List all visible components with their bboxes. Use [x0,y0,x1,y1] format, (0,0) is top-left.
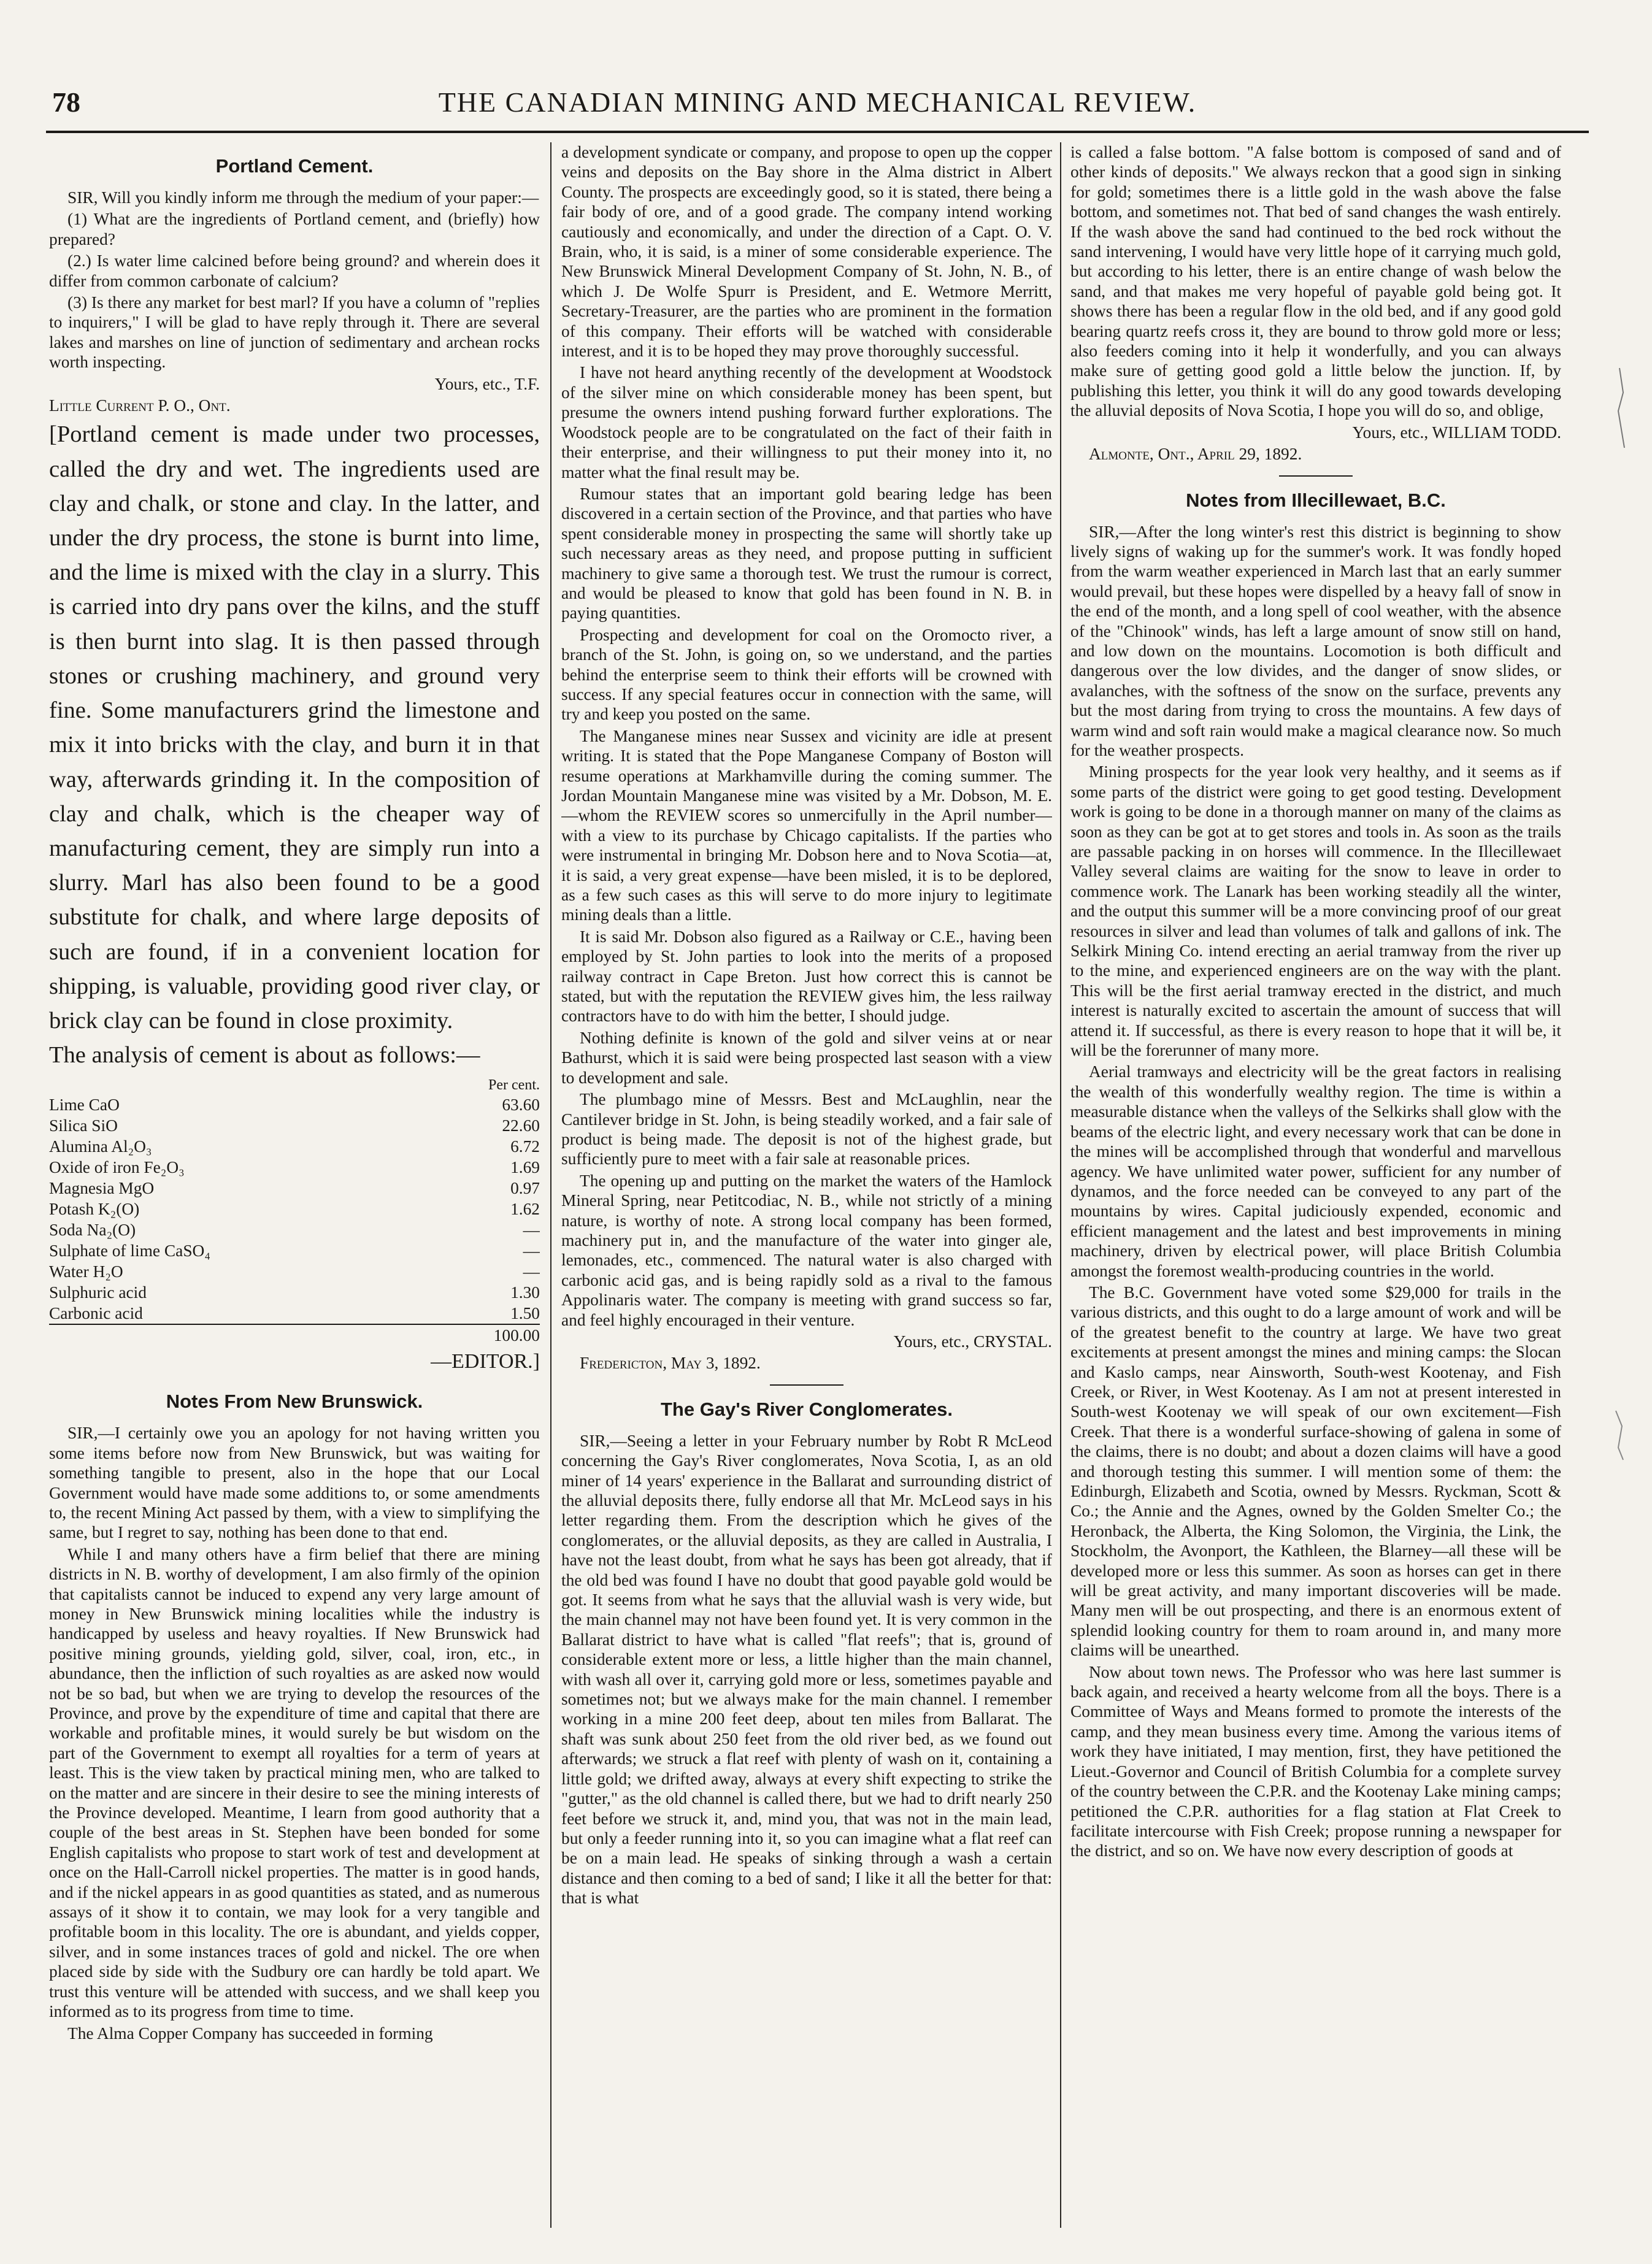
analysis-component: Sulphate of lime CaSO₄ [49,1241,210,1261]
section-separator [1279,475,1353,477]
letter-signature: Yours, etc., CRYSTAL. [893,1332,1052,1351]
article-paragraph: is called a false bottom. "A false bottom is composed of sand and of other kinds of deposits." We always reckon that a good sign in sinking for gold; sometimes there is a little gold in the wash above the false bottom, and sometimes not. That bed of sand changes the wash entirely. If the wash above the sand had continued to the bed rock without the sand intervening, I would have very little hope of it carrying much gold, but according to his letter, there is an entire change of wash below the sand, and that makes me very hopeful of payable gold being got. It shows there has been a regular flow in the old bed, and if any good gold bearing quartz reefs cross it, they are bound to throw gold more or less; also feeders coming into it help it wonderfully, and you can always make sure of getting good gold a little below the junction. If, by publishing this letter, you think it will do any good towards developing the alluvial deposits of Nova Scotia, I hope you will do so, and oblige, [1070,143,1561,420]
letter-place: Little Current P. O., Ont. [49,396,231,415]
article-paragraph: The B.C. Government have voted some $29,000 for trails in the various districts, and this ought to do a large amount of work and will be of the greatest benefit to the country at large. We have two great excitements at present amongst the mines and mining camps: the Slocan and Kaslo camps, near Ainsworth, South-west Kootenay, and Fish Creek, or River, in West Kootenay. As I am not at present interested in South-west Kootenay we will speak of our own excitement—Fish Creek. That there is a wonderful surface-showing of galena in some of the claims, there is no doubt; and about a dozen claims will have a good and thorough testing this summer. I will mention some of them: the Edinburgh, Elizabeth and Scotia, owned by Messrs. Ryckman, Scott & Co.; the Annie and the Agnes, owned by the Golden Smelter Co.; the Heronback, the Alberta, the King Solomon, the Virginia, the Link, the Stockholm, the Avonport, the Kathleen, the Blarney—all these will be developed more or less this summer. As soon as horses can get in there will be great activity, and many important discoveries will be made. Many men will be out prospecting, and there is an enormous extent of splendid looking country for them to roam around in, and many more claims will be unearthed. [1070,1283,1561,1660]
article-paragraph: It is said Mr. Dobson also figured as a Railway or C.E., having been employed by St. John parties to look into the merits of a proposed railway contract in Cape Breton. Just how correct this is cannot be stated, but with the reputation the REVIEW gives him, the less railway contractors have to do with him the better, I should judge. [561,927,1052,1026]
analysis-row [49,1282,540,1303]
column-3 [1070,142,1561,2252]
analysis-row [49,1157,540,1178]
analysis-value: 1.30 [510,1283,540,1302]
analysis-value: 1.50 [510,1304,540,1323]
analysis-value: 1.62 [510,1200,540,1219]
column-1 [49,142,540,2252]
article-paragraph: Now about town news. The Professor who was here last summer is back again, and received a hearty welcome from all the boys. There is a Committee of Ways and Means formed to promote the interests of the camp, and they mean business every time. Among the various items of work they have initiated, I may mention, first, they have petitioned the Lieut.-Governor and Council of British Columbia for a complete survey of the country between the C.P.R. and the Kootenay Lake mining camps; petitioned the C.P.R. authorities for a flag station at Flat Creek to facilitate intercourse with Fish Creek; propose running a newspaper for the district, and so on. We have now every description of goods at [1070,1662,1561,1860]
analysis-value: — [523,1241,540,1261]
column-2 [561,142,1052,2252]
analysis-value: 22.60 [502,1116,540,1135]
article-paragraph: Nothing definite is known of the gold and silver veins at or near Bathurst, which it is said were being prospected last season with a view to development and sale. [561,1028,1052,1087]
article-paragraph: Prospecting and development for coal on the Oromocto river, a branch of the St. John, is going on, so we understand, and the parties behind the enterprise seem to think their efforts will be crowned with success. If any special features occur in connection with the same, will try and keep you posted on the same. [561,625,1052,724]
analysis-row [49,1261,540,1282]
article-paragraph: The Manganese mines near Sussex and vicinity are idle at present writing. It is stated that the Pope Manganese Company of Boston will resume operations at Markhamville during the coming summer. The Jordan Mountain Manganese mine was visited by a Mr. Dobson, M. E.—whom the REVIEW scores so unmercifully in the April number—with a view to its purchase by Chicago capitalists. If the parties who were instrumental in bringing Mr. Dobson here and to Nova Scotia—at, it is said, a very great expense—have been misled, it is to be deplored, as a few such cases as this will serve to do more injury to legitimate mining deals than a little. [561,726,1052,924]
masthead-rule [46,131,1589,133]
article-paragraph: Rumour states that an important gold bearing ledge has been discovered in a certain section of the Province, and that parties who have spent considerable money in prospecting the same will shortly take up such necessary areas as they need, and propose putting in sufficient machinery to give same a thorough test. We trust the rumour is correct, and would be pleased to know that gold has been found in N. B. in paying quantities. [561,484,1052,623]
cement-analysis-table [49,1094,540,1346]
article-paragraph: While I and many others have a firm belief that there are mining districts in N. B. worthy of development, I am also firmly of the opinion that capitalists cannot be induced to expend any very large amount of money in New Brunswick mining localities while the industry is handicapped by useless and heavy royalties. If New Brunswick had positive mining grounds, yielding gold, silver, coal, iron, etc., in abundance, then the infliction of such royalties as are asked now would not be so bad, but when we are trying to develop the resources of the Province, and prove by the expenditure of time and capital that there are workable and profitable mines, it would surely be but wisdom on the part of the Government to exempt all royalties for a term of years at least. This is the view taken by practical mining men, who are talked to on the matter and are sincere in their desire to see the mining interests of the Province developed. Meantime, I learn from good authority that a couple of the best areas in St. Stephen have been bonded for some English capitalists who propose to start work of test and development at once on the Hall-Carroll nickel properties. The matter is in good hands, and if the nickel appears in as good quantities as stated, and as numerous assays of it show it to contain, we may look for a very tangible and profitable boom in this locality. The ore is abundant, and yields copper, silver, and in some instances traces of gold and nickel. The ore when placed side by side with the Sudbury ore can hardly be told apart. We trust this venture will be attended with success, and we shall keep you informed as to its progress from time to time. [49,1545,540,2021]
analysis-component: Water H₂O [49,1262,123,1281]
analysis-total-row [49,1324,540,1346]
article-paragraph: SIR,—I certainly owe you an apology for not having written you some items before now from New Brunswick, but was waiting for something tangible to present, also in the hope that our Local Government would have made some additions to, or some amendments to, the recent Mining Act passed by them, with a view to simplifying the same, but I regret to say, nothing has been done to that end. [49,1424,540,1542]
masthead [46,86,1589,129]
analysis-value: 1.69 [510,1158,540,1177]
gays-river-heading: The Gay's River Conglomerates. [661,1398,953,1420]
analysis-value: 6.72 [510,1137,540,1156]
margin-scan-marks [1607,245,1632,2208]
analysis-row [49,1115,540,1136]
analysis-value: — [523,1262,540,1281]
analysis-row [49,1240,540,1261]
analysis-total: 100.00 [482,1324,540,1346]
article-paragraph: Mining prospects for the year look very healthy, and it seems as if some parts of the district were going to get good testing. Development work is going to be done in a thorough manner on many of the claims as soon as they can be got at to get stores and tools in. As soon as the trails are passable packing in on horses will commence. In the Illecillewaet Valley several claims are waiting for the snow to leave in order to commence work. The Lanark has been working steadily all the winter, and the output this summer will be a more convincing proof of our great resources in silver and lead than volumes of talk and gallons of ink. The Selkirk Mining Co. intend erecting an aerial tramway from the river up to the mine, and experienced engineers are on the way with the plant. This will be the first aerial tramway erected in the district, and much interest is naturally excited to ascertain the amount of success that will attend it. If successful, as there is every reason to hope that it will be, it will be the forerunner of many more. [1070,762,1561,1060]
analysis-component: Alumina Al₂O₃ [49,1137,152,1156]
article-paragraph: The opening up and putting on the market the waters of the Hamlock Mineral Spring, near Petitcodiac, N. B., while not strictly of a mining nature, is worthy of note. A strong local company has been formed, machinery put in, and the manufacture of the water into ginger ale, lemonades, etc., commenced. The natural water is also charged with carbonic acid gas, and is being rapidly sold as a rival to the famous Appolinaris water. The company is meeting with grand success so far, and feel highly encouraged in their venture. [561,1171,1052,1329]
analysis-row [49,1219,540,1240]
article-paragraph: The Alma Copper Company has succeeded in forming [67,2024,433,2043]
editor-reply [49,417,540,1038]
reply-paragraph: [Portland cement is made under two processes, called the dry and wet. The ingredients used are clay and chalk, or stone and clay. In the latter, and under the dry process, the stone is burnt into lime, and the lime is mixed with the clay in a slurry. This is carried into dry pans over the kilns, and the stuff is then burnt into slag. It is then passed through stones or crushing machinery, and ground very fine. Some manufacturers grind the limestone and mix it into bricks with the clay, and burn it in that way, afterwards grinding it. In the composition of clay and chalk, which is the cheaper way of manufacturing cement, they are simply run into a slurry. Marl has also been found to be a good substitute for chalk, and where large deposits of such are found, if in a convenient location for shipping, is valuable, providing good river clay, or brick clay can be found in close proximity. [49,421,540,1034]
analysis-component: Oxide of iron Fe₂O₃ [49,1158,185,1177]
article-paragraph: SIR,—After the long winter's rest this district is beginning to show lively signs of waking up for the summer's work. It was fondly hoped from the warm weather experienced in March last that an early summer would prevail, but these hopes were dispelled by a heavy fall of snow in the end of the month, and a long spell of cool weather, with the absence of the "Chinook" winds, has left a large amount of snow still on hand, and low down on the mountains. Locomotion is both difficult and dangerous over the low divides, and the danger of snow slides, or avalanches, with the softness of the snow on the surface, prevents any but the most daring from trying to cross the mountains. A few days of warm wind and soft rain would make a magical clearance now. So much for the weather prospects. [1070,522,1561,759]
analysis-value: 63.60 [502,1096,540,1115]
portland-cement-heading: Portland Cement. [215,155,374,177]
letter-signature: Yours, etc., T.F. [434,374,540,393]
letter-signature: Yours, etc., WILLIAM TODD. [1352,423,1561,442]
letter-line: SIR, Will you kindly inform me through the medium of your paper:— [67,188,539,207]
article-paragraph: I have not heard anything recently of the development at Woodstock of the silver mine on which considerable money has been spent, but presume the owners intend pushing forward further explorations. The Woodstock people are to be congratulated on the fact of their faith in their enterprise, and their willingness to put their money into it, no matter what the final result may be. [561,363,1052,482]
page-number: 78 [52,86,80,118]
article-paragraph: The plumbago mine of Messrs. Best and McLaughlin, near the Cantilever bridge in St. John, is being steadily worked, and a fair sale of product is being made. The deposit is not of the highest grade, but sufficiently pure to meet with a fair sale at reasonable prices. [561,1090,1052,1168]
letter-line: (2.) Is water lime calcined before being ground? and wherein does it differ from common carbonate of calcium? [49,251,540,290]
analysis-intro: The analysis of cement is about as follows:— [49,1042,480,1069]
journal-title: THE CANADIAN MINING AND MECHANICAL REVIEW. [438,86,1197,118]
analysis-row [49,1178,540,1199]
analysis-row [49,1199,540,1219]
section-separator [770,1384,843,1386]
letter-place: Fredericton, May 3, 1892. [580,1354,761,1373]
article-paragraph: SIR,—Seeing a letter in your February number by Robt R McLeod concerning the Gay's River conglomerates, Nova Scotia, I, as an old miner of 14 years' experience in the Ballarat and surrounding district of the alluvial deposits there, fully endorse all that Mr. McLeod says in his letter regarding them. From the description which he gives of the conglomerates, or the alluvial deposits, as they are called in Australia, I have not the least doubt, from what he says has been got already, that if the old bed was found I have no doubt that good payable gold would be got. It seems from what he says that the alluvial wash is very wide, but the main channel may not have been found yet. It is very common in the Ballarat district to have what is called "flat reefs"; that is, ground of considerable extent more or less, a little higher than the main channel, with wash all over it, carrying gold more or less, sometimes payable and sometimes not; but we always make for the main channel. I remember working in a mine 200 feet deep, about ten miles from Ballarat. The shaft was sunk about 250 feet from the old river bed, as we found out afterwards; we struck a flat reef with plenty of wash on it, containing a little gold; we drifted away, always at every shift expecting to strike the "gutter," as the old channel is called there, but we had to drift nearly 250 feet before we struck it, and, mind you, that was not in the main lead, but only a feeder running into it, so you can imagine what a flat reef can be on a main lead. He speaks of sinking through a wash a certain distance and then coming to a bed of sand; I like it all the better for that: that is what [561,1431,1052,1908]
letter-line: (3) Is there any market for best marl? If you have a column of "replies to inquirers," I will be glad to have reply through it. There are several lakes and marshes on line of junction of sedimentary and archean rocks worth inspecting. [49,293,540,372]
article-paragraph: a development syndicate or company, and propose to open up the copper veins and deposits on the Bay shore in the Alma district in Albert County. The prospects are exceedingly good, so it is stated, there being a fair body of ore, and of a good grade. The company intend working cautiously and economically, and under the direction of a Capt. O. V. Brain, who, it is said, is a miner of some considerable experience. The New Brunswick Mineral Development Company of St. John, N. B., of which J. De Wolfe Spurr is President, and E. Wetmore Merritt, Secretary-Treasurer, are the parties who are prominent in the formation of this company. Their efforts will be watched with considerable interest, and it is to be hoped they may prove thoroughly successful. [561,143,1052,361]
analysis-component: Magnesia MgO [49,1179,155,1198]
column-divider-2 [1060,142,1061,2228]
column-divider-1 [550,142,551,2228]
analysis-component: Silica SiO [49,1116,118,1135]
analysis-component: Carbonic acid [49,1304,143,1323]
analysis-component: Soda Na₂(O) [49,1221,136,1240]
letter-line: (1) What are the ingredients of Portland cement, and (briefly) how prepared? [49,210,540,248]
letter-place: Almonte, Ont., April 29, 1892. [1089,445,1302,464]
analysis-value: 0.97 [510,1179,540,1198]
analysis-component: Lime CaO [49,1096,120,1115]
analysis-value: — [523,1221,540,1240]
percent-header: Per cent. [488,1077,540,1094]
analysis-component: Sulphuric acid [49,1283,147,1302]
illecillewaet-heading: Notes from Illecillewaet, B.C. [1186,489,1446,511]
article-paragraph: Aerial tramways and electricity will be the great factors in realising the wealth of this wonderfully wealthy region. The time is within a measurable distance when the valleys of the Selkirks shall glow with the beams of the electric light, and every necessary work that can be done in the mines will be accomplished through that wonderful and marvellous agency. We have unlimited water power, sufficient for any number of dynamos, and the force needed can be conveyed to any part of the mountains by wires. Capital judiciously expended, economic and efficient management and the latest and best improvements in mining machinery, driven by electrical power, will place British Columbia amongst the foremost wealth-producing countries in the world. [1070,1062,1561,1280]
analysis-row [49,1136,540,1157]
editor-signature: —EDITOR.] [431,1350,540,1373]
analysis-row [49,1303,540,1324]
new-brunswick-heading: Notes From New Brunswick. [166,1391,423,1413]
analysis-row [49,1094,540,1115]
analysis-component: Potash K₂(O) [49,1200,140,1219]
